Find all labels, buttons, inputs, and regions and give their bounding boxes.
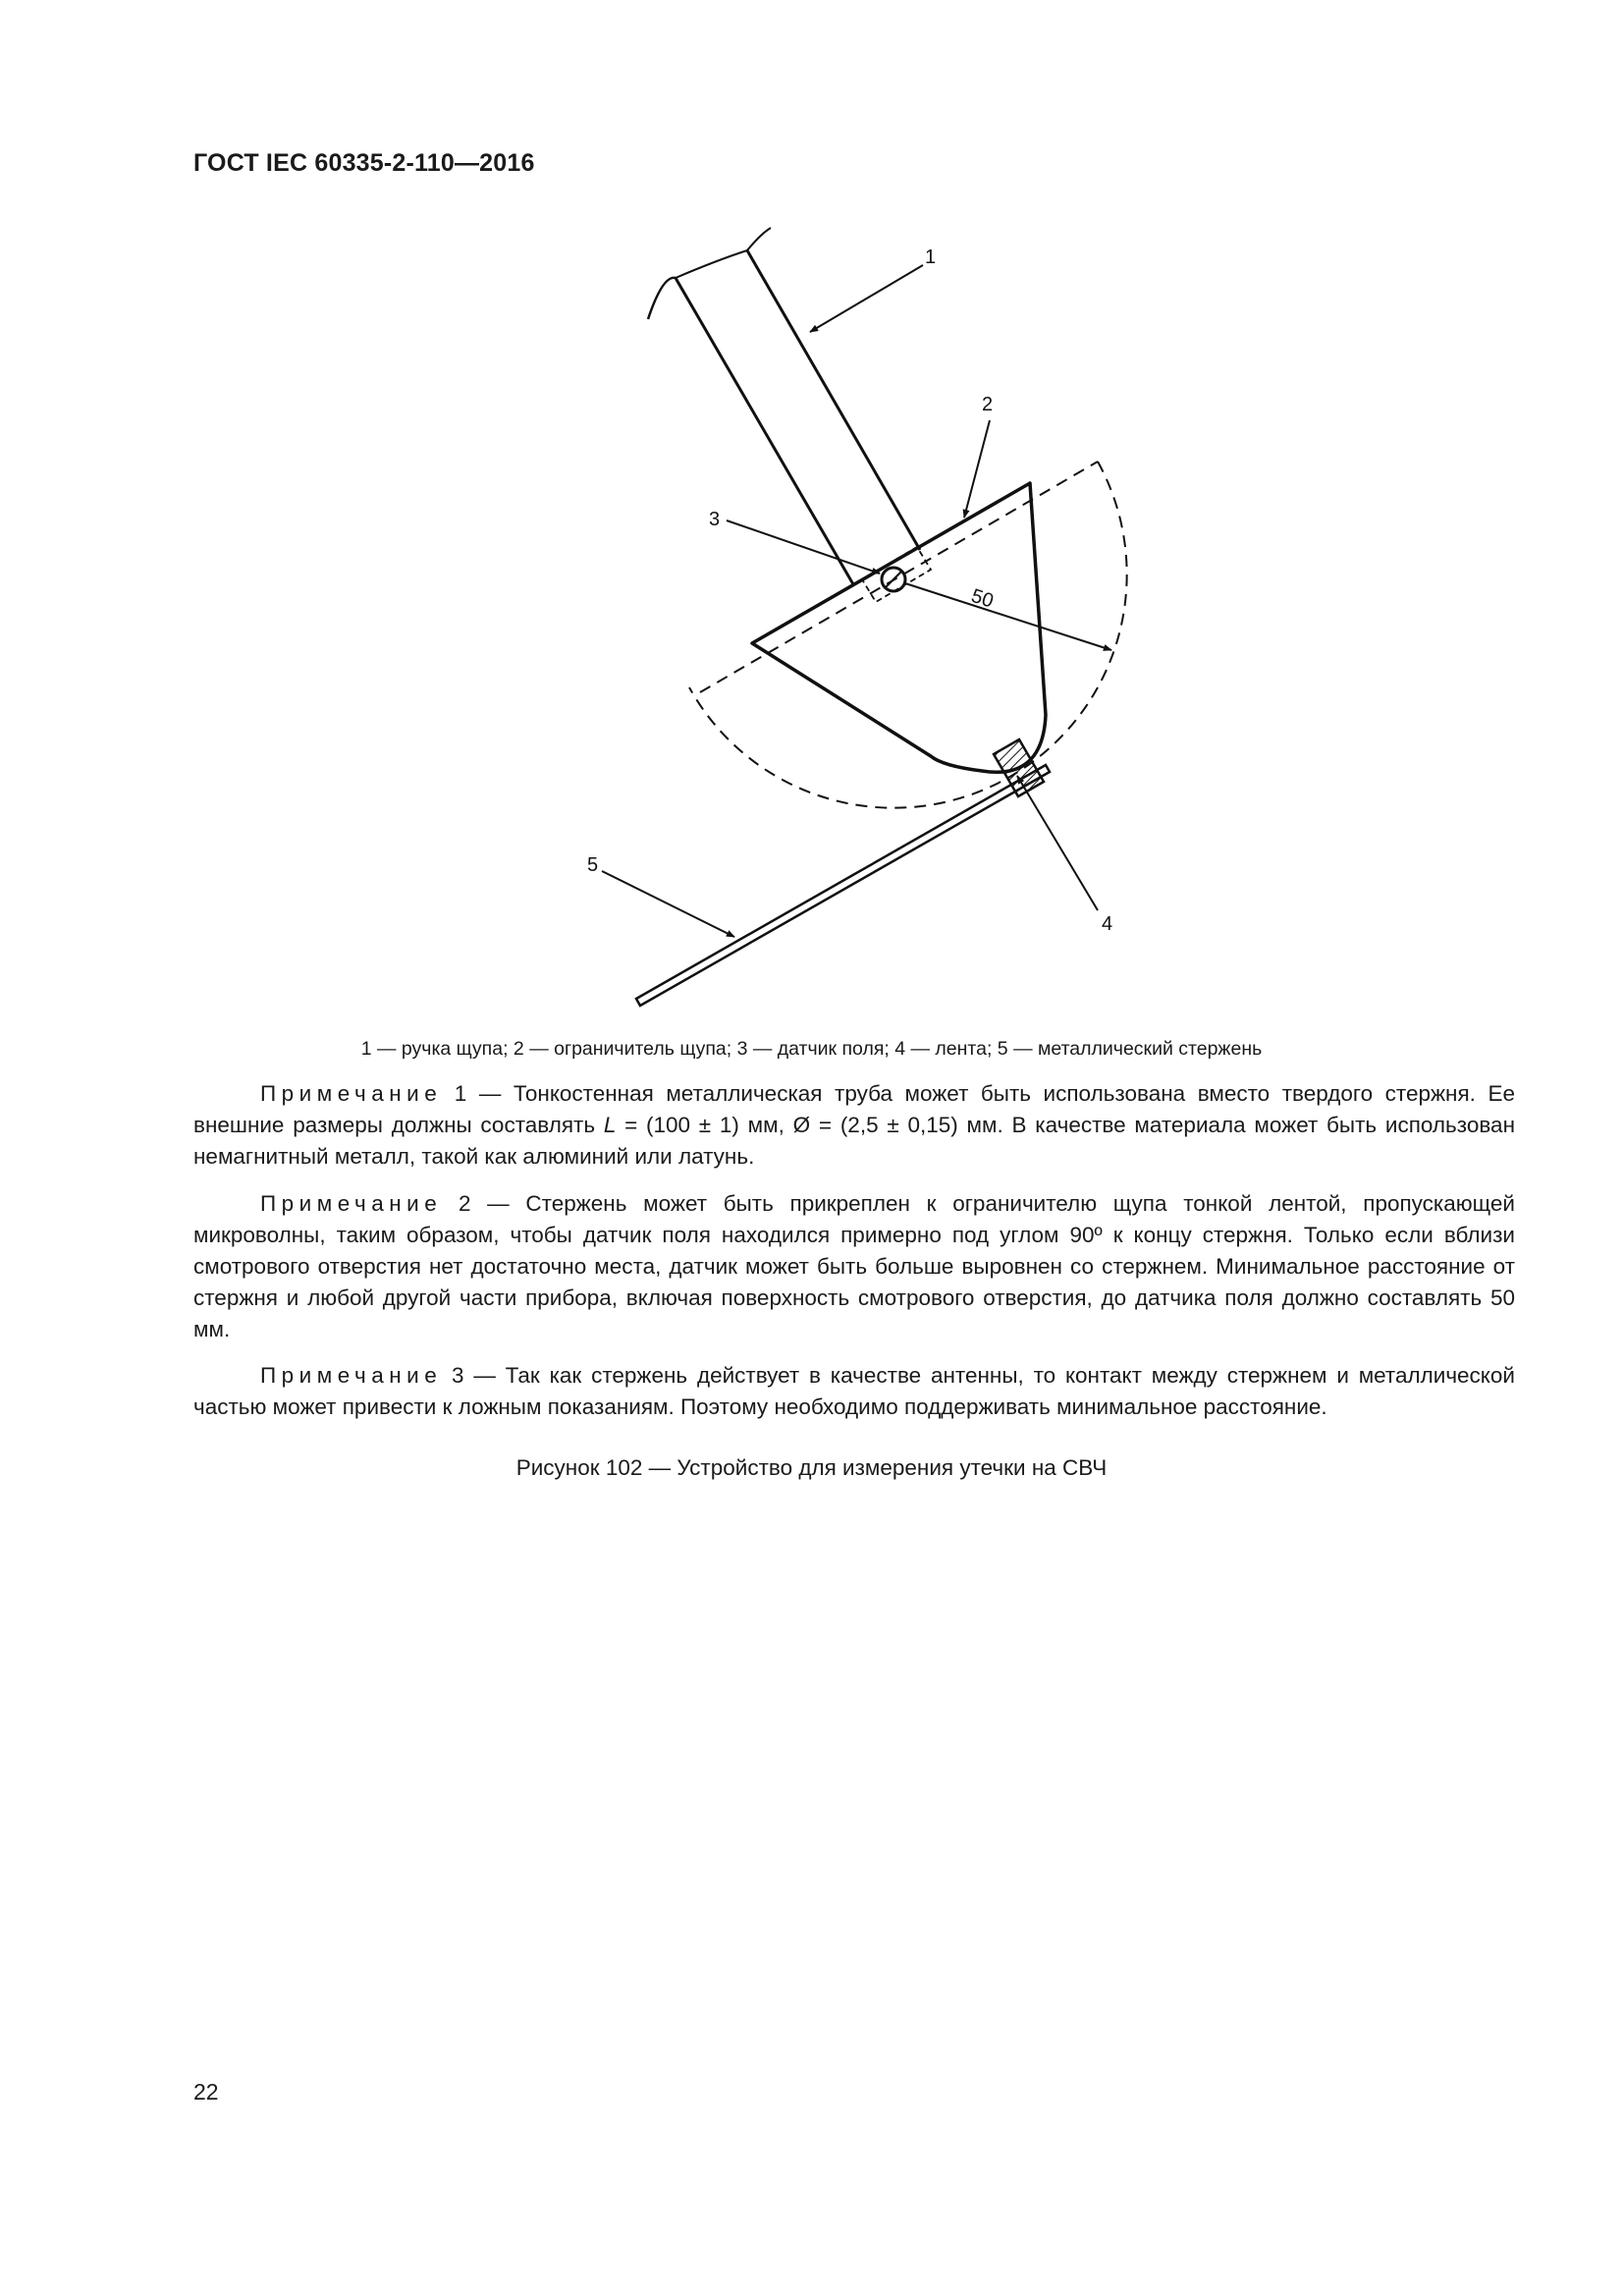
- callout-1: 1: [925, 246, 937, 268]
- note-2: [193, 1188, 1515, 1345]
- tape: [994, 739, 1044, 796]
- note-3: [193, 1360, 1515, 1423]
- center-line: [700, 462, 1098, 692]
- note-label: Примечание: [260, 1081, 443, 1106]
- note-text: — Стержень может быть прикреплен к ограничителю щупа тонкой лентой, пропускающей микроволны, таким образом, чтобы датчик поля находился примерно под углом 90º к концу стержня. Только если вблизи смотрового отверстия нет достаточно места, датчик может быть больше выровнен со стержнем. Минимальное расстояние от стержня и любой другой части прибора, включая поверхность смотрового отверстия, до датчика поля должно составлять 50 мм.: [193, 1191, 1515, 1341]
- document-header: ГОСТ IEC 60335-2-110—2016: [193, 149, 535, 177]
- note-1: [193, 1078, 1515, 1173]
- note-text-cont: = (100 ± 1) мм, Ø = (2,5 ± 0,15) мм. В качестве материала может быть использован немагнитный металл, такой как алюминий или латунь.: [193, 1113, 1515, 1169]
- probe-figure: [0, 0, 1623, 1041]
- callout-3: 3: [709, 509, 721, 530]
- length-symbol: L: [603, 1113, 617, 1137]
- note-label: Примечание: [260, 1363, 443, 1388]
- note-label: Примечание: [260, 1191, 443, 1216]
- note-text: — Тонкостенная металлическая труба может быть использована вместо твердого стержня. Ее внешние размеры должны составлять: [193, 1081, 1515, 1137]
- dimension-label: 50: [968, 584, 997, 613]
- probe-limiter: [752, 483, 1046, 772]
- probe-handle: [648, 228, 920, 584]
- callout-2: 2: [982, 394, 994, 415]
- note-number: 3: [452, 1363, 464, 1388]
- figure-legend: 1 — ручка щупа; 2 — ограничитель щупа; 3 — датчик поля; 4 — лента; 5 — металлический стержень: [360, 1038, 1263, 1060]
- leader-lines: [602, 265, 1098, 937]
- figure-caption: Рисунок 102 — Устройство для измерения утечки на СВЧ: [515, 1455, 1108, 1480]
- note-text: — Так как стержень действует в качестве антенны, то контакт между стержнем и металлической частью может привести к ложным показаниям. Поэтому необходимо поддерживать минимальное расстояние.: [193, 1363, 1515, 1419]
- note-number: 1: [454, 1081, 467, 1106]
- callout-5: 5: [587, 854, 599, 876]
- dimension-line: [905, 583, 1111, 650]
- note-number: 2: [458, 1191, 471, 1216]
- callout-4: 4: [1102, 913, 1113, 935]
- field-sensor: [882, 568, 905, 591]
- page-number: 22: [193, 2079, 219, 2105]
- metal-rod: [636, 765, 1050, 1006]
